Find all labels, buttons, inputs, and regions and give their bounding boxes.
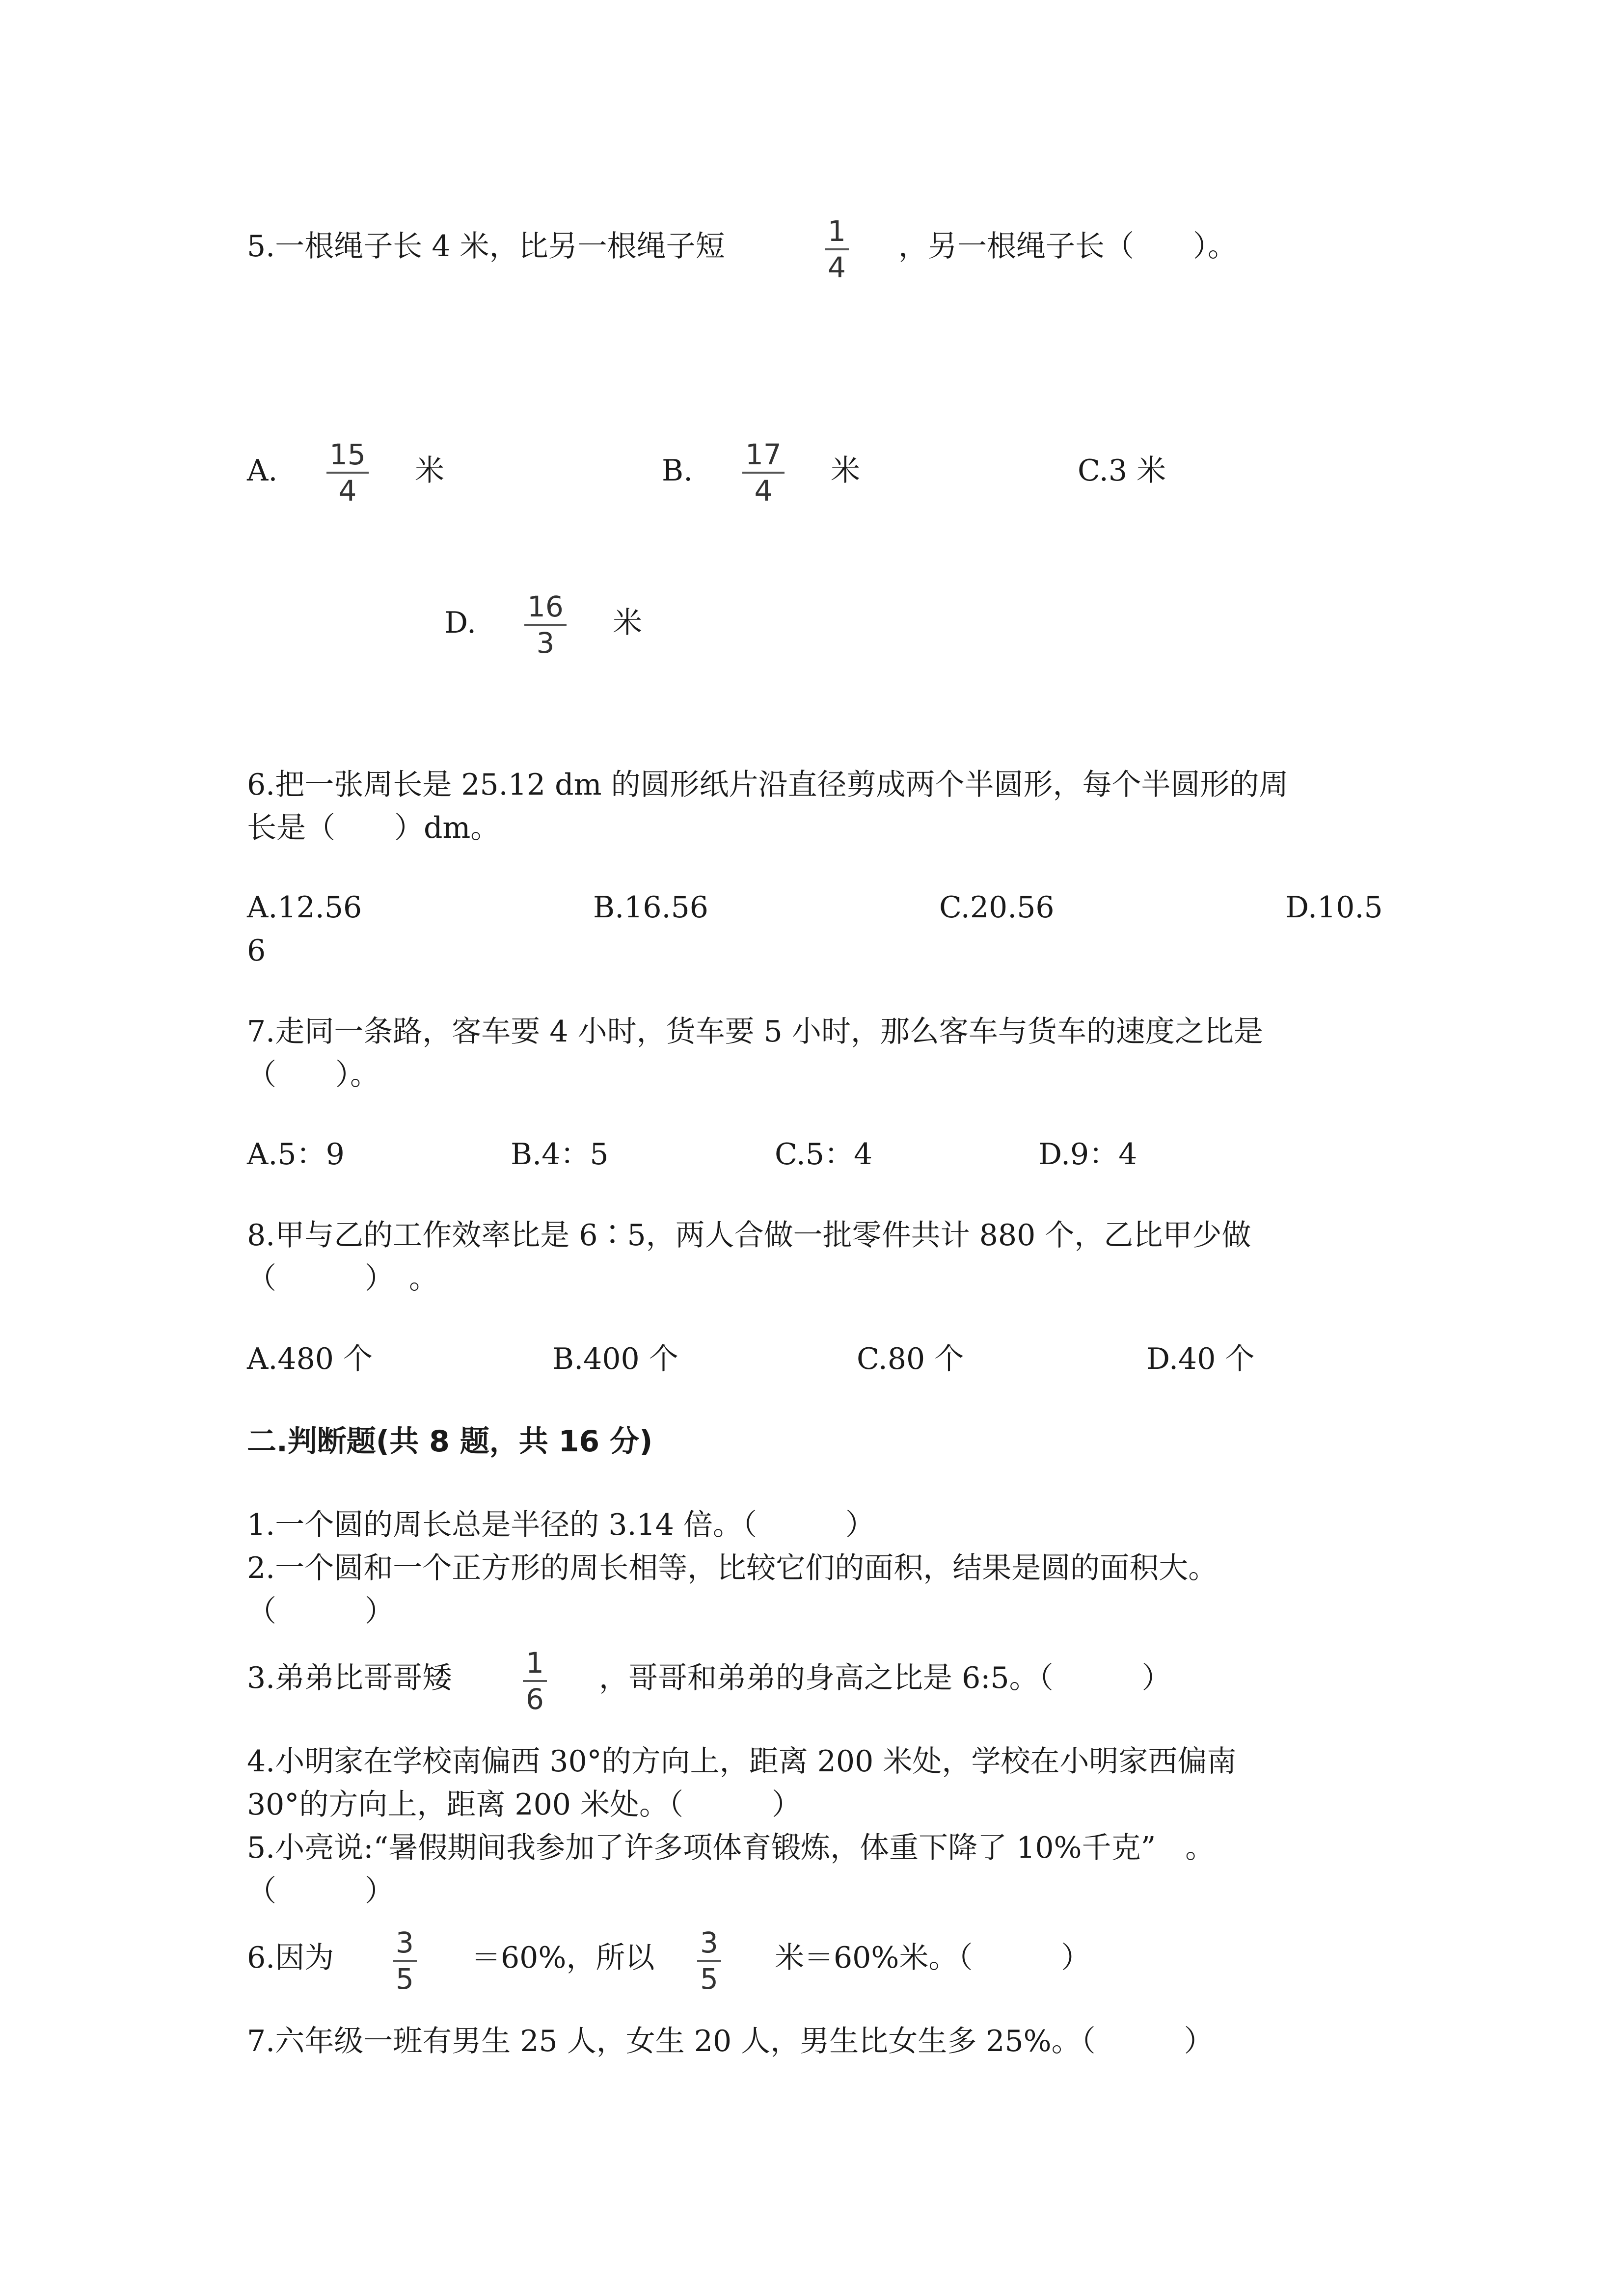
judgment-1-text: 1.一个圆的周长总是半径的 3.14 倍。（ ） (247, 1508, 875, 1542)
q5-option-b-unit-text: 米 (831, 454, 860, 488)
judgment-5-line2-text: （ ） (247, 1874, 394, 1908)
judgment-3-post-text: ，哥哥和弟弟的身高之比是 6:5。（ ） (599, 1661, 1171, 1695)
q5-option-b-numerator: 17 (745, 438, 782, 471)
q8-stem-line1 (247, 1214, 1251, 1257)
q5-option-b-label (662, 449, 693, 492)
section-heading-text: 二.判断题(共 8 题，共 16 分) (247, 1424, 653, 1459)
q6-stem-line1-text: 6.把一张周长是 25.12 dm 的圆形纸片沿直径剪成两个半圆形，每个半圆形的周 (247, 768, 1289, 802)
judgment-1 (247, 1503, 875, 1547)
q5-option-a-unit (415, 449, 444, 492)
judgment-5-line1-text: 5.小亮说:“暑假期间我参加了许多项体育锻炼，体重下降了 10%千克” 。 (247, 1831, 1215, 1865)
judgment-6-mid (471, 1936, 654, 1979)
judgment-3-pre-text: 3.弟弟比哥哥矮 (247, 1661, 452, 1695)
judgment-3-post (599, 1656, 1171, 1700)
judgment-3-fraction-numerator: 1 (526, 1646, 544, 1680)
q5-option-a-label (247, 449, 277, 492)
q5-stem-post (898, 225, 1237, 268)
judgment-7-text: 7.六年级一班有男生 25 人，女生 20 人，男生比女生多 25%。（ ） (247, 2024, 1214, 2058)
q8-option-a-text: A.480 个 (247, 1342, 373, 1376)
q5-option-d-label (444, 601, 476, 644)
q5-option-b-fraction (742, 439, 785, 506)
q6-option-d-wrap (247, 929, 266, 972)
judgment-4-line2 (247, 1783, 801, 1826)
judgment-7 (247, 2020, 1214, 2063)
q5-option-a-denominator: 4 (338, 474, 357, 507)
judgment-6-fraction-2-numerator: 3 (700, 1926, 718, 1959)
q7-option-b (511, 1133, 609, 1176)
q7-option-a (247, 1133, 345, 1176)
judgment-6-mid-text: ＝60%，所以 (471, 1941, 655, 1975)
judgment-6-fraction-1 (393, 1927, 417, 1994)
judgment-4-line1-text: 4.小明家在学校南偏西 30°的方向上，距离 200 米处，学校在小明家西偏南 (247, 1744, 1237, 1779)
q5-fraction (825, 216, 849, 283)
judgment-6-fraction-1-denominator: 5 (396, 1962, 414, 1996)
judgment-2-line2 (247, 1590, 394, 1633)
fraction-bar (326, 472, 369, 474)
fraction-bar (825, 248, 849, 250)
q7-stem-line1-text: 7.走同一条路，客车要 4 小时，货车要 5 小时，那么客车与货车的速度之比是 (247, 1015, 1263, 1049)
judgment-4-line2-text: 30°的方向上，距离 200 米处。（ ） (247, 1788, 802, 1822)
q6-stem-line1 (247, 763, 1289, 806)
judgment-2-line1 (247, 1547, 1218, 1590)
fraction-bar (697, 1960, 721, 1962)
q6-option-b (593, 886, 708, 929)
judgment-5-line1 (247, 1826, 1215, 1869)
q7-option-c (775, 1133, 872, 1176)
q6-stem-line2-text: 长是（ ）dm。 (247, 811, 500, 845)
q5-option-a-label-text: A. (247, 454, 278, 488)
q5-fraction-denominator: 4 (828, 251, 846, 284)
q7-option-a-text: A.5：9 (247, 1137, 345, 1172)
q6-option-d (1285, 886, 1383, 929)
q5-option-b-unit (831, 449, 860, 492)
q6-stem-line2 (247, 806, 500, 850)
q7-stem-line1 (247, 1010, 1263, 1053)
section-heading (247, 1420, 652, 1463)
q6-option-a (247, 886, 362, 929)
judgment-6-post (775, 1936, 1090, 1979)
q6-option-d-wrap-text: 6 (247, 934, 266, 968)
q7-option-d (1038, 1133, 1137, 1176)
q5-option-d-unit-text: 米 (613, 606, 642, 640)
q8-option-a (247, 1337, 373, 1381)
q6-option-d-text: D.10.5 (1285, 890, 1383, 925)
judgment-6-post-text: 米＝60%米。（ ） (775, 1941, 1091, 1975)
judgment-6-fraction-2 (697, 1927, 721, 1994)
q7-stem-line2-text: （ ）。 (247, 1058, 379, 1092)
q5-option-a-unit-text: 米 (415, 454, 444, 488)
fraction-bar (393, 1960, 417, 1962)
q5-option-d-fraction (524, 591, 567, 658)
q5-option-d-denominator: 3 (536, 626, 555, 660)
fraction-bar (742, 472, 785, 474)
q8-stem-line2 (247, 1257, 438, 1300)
q5-option-b-label-text: B. (662, 454, 693, 488)
judgment-6-pre (247, 1936, 334, 1979)
q5-stem (247, 225, 725, 268)
judgment-6-fraction-2-denominator: 5 (700, 1962, 718, 1996)
q8-option-c-text: C.80 个 (857, 1342, 964, 1376)
q7-option-b-text: B.4：5 (511, 1137, 609, 1172)
judgment-4-line1 (247, 1740, 1236, 1783)
q5-option-c-text: C.3 米 (1078, 454, 1166, 488)
judgment-5-line2 (247, 1869, 394, 1913)
judgment-3-fraction (523, 1648, 547, 1714)
q6-option-a-text: A.12.56 (247, 890, 362, 925)
q5-stem-post-text: ，另一根绳子长（ ）。 (898, 229, 1237, 264)
q8-option-d-text: D.40 个 (1146, 1342, 1255, 1376)
judgment-3-fraction-denominator: 6 (526, 1682, 544, 1716)
q8-option-c (857, 1337, 964, 1381)
q8-option-b (552, 1337, 678, 1381)
q7-option-d-text: D.9：4 (1038, 1137, 1137, 1172)
q7-option-c-text: C.5：4 (775, 1137, 873, 1172)
q5-option-a-fraction (326, 439, 369, 506)
q5-option-b-denominator: 4 (754, 474, 773, 507)
judgment-3-pre (247, 1656, 452, 1700)
q5-stem-pre: 5.一根绳子长 4 米，比另一根绳子短 (247, 229, 725, 264)
judgment-6-fraction-1-numerator: 3 (396, 1926, 414, 1959)
q8-option-b-text: B.400 个 (552, 1342, 678, 1376)
q8-option-d (1146, 1337, 1254, 1381)
q6-option-b-text: B.16.56 (593, 890, 708, 925)
q8-stem-line2-text: （ ） 。 (247, 1261, 438, 1296)
q5-fraction-numerator: 1 (828, 214, 846, 248)
q8-stem-line1-text: 8.甲与乙的工作效率比是 6∶5，两人合做一批零件共计 880 个，乙比甲少做 (247, 1218, 1251, 1253)
q6-option-c-text: C.20.56 (939, 890, 1055, 925)
q6-option-c (939, 886, 1055, 929)
q5-option-d-unit (613, 601, 642, 644)
judgment-2-line1-text: 2.一个圆和一个正方形的周长相等，比较它们的面积，结果是圆的面积大。 (247, 1551, 1218, 1585)
judgment-6-pre-text: 6.因为 (247, 1941, 334, 1975)
q5-option-c (1078, 449, 1166, 492)
q5-option-a-numerator: 15 (329, 438, 366, 471)
q5-option-d-numerator: 16 (527, 590, 564, 623)
fraction-bar (524, 624, 567, 626)
q5-option-d-label-text: D. (444, 606, 477, 640)
fraction-bar (523, 1680, 547, 1682)
judgment-2-line2-text: （ ） (247, 1594, 394, 1629)
q7-stem-line2 (247, 1053, 379, 1096)
